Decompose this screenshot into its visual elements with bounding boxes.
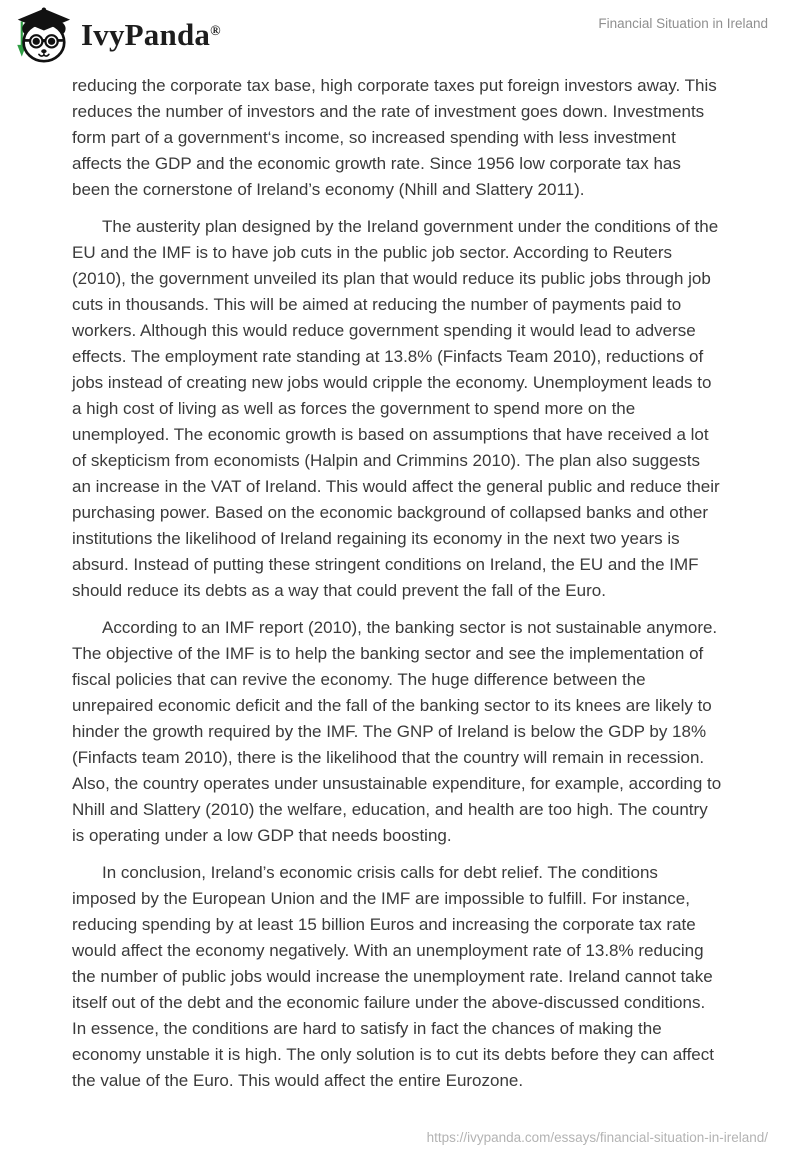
essay-body bbox=[0, 69, 722, 1094]
panda-graduation-cap-icon bbox=[14, 7, 72, 63]
source-url-link[interactable]: https://ivypanda.com/essays/financial-situation-in-ireland/ bbox=[426, 1130, 768, 1145]
document-title-header: Financial Situation in Ireland bbox=[598, 16, 768, 31]
registered-trademark-symbol: ® bbox=[210, 23, 221, 39]
paragraph: reducing the corporate tax base, high corporate taxes put foreign investors away. This reduces the number of investors and the rate of investment goes down. Investments form part of a government‘s income, so increased spending with less investment affects the GDP and the economic growth rate. Since 1956 low corporate tax has been the cornerstone of Ireland’s economy (Nhill and Slattery 2011). bbox=[72, 76, 717, 199]
paragraph: The austerity plan designed by the Ireland government under the conditions of the EU and the IMF is to have job cuts in the public job sector. According to Reuters (2010), the government unveiled its plan that would reduce its public jobs through job cuts in thousands. This will be aimed at reducing the number of payments paid to workers. Although this would reduce government spending it would lead to adverse effects. The employment rate standing at 13.8% (Finfacts Team 2010), reductions of jobs instead of creating new jobs would cripple the economy. Unemployment leads to a high cost of living as well as forces the government to spend more on the unemployed. The economic growth is based on assumptions that have received a lot of skepticism from economists (Halpin and Crimmins 2010). The plan also suggests an increase in the VAT of Ireland. This would affect the general public and reduce their purchasing power. Based on the economic background of collapsed banks and other institutions the likelihood of Ireland regaining its economy in the next two years is absurd. Instead of putting these stringent conditions on Ireland, the EU and the IMF should reduce its debts as a way that could prevent the fall of the Euro. bbox=[72, 217, 720, 600]
ivypanda-logo bbox=[14, 7, 221, 63]
brand-name bbox=[81, 7, 221, 63]
paragraph: In conclusion, Ireland’s economic crisis calls for debt relief. The conditions imposed by the European Union and the IMF are impossible to fulfill. For instance, reducing spending by at least 15 billion Euros and increasing the corporate tax rate would affect the economy negatively. With an unemployment rate of 13.8% reducing the number of public jobs would increase the unemployment rate. Ireland cannot take itself out of the debt and the economic failure under the above-discussed conditions. In essence, the conditions are hard to satisfy in fact the chances of making the economy unstable it is high. The only solution is to cut its debts before they can affect the value of the Euro. This would affect the entire Eurozone. bbox=[72, 863, 714, 1090]
page-header bbox=[0, 0, 800, 69]
brand-name-text: IvyPanda bbox=[81, 17, 211, 52]
paragraph: According to an IMF report (2010), the banking sector is not sustainable anymore. The objective of the IMF is to help the banking sector and see the implementation of fiscal policies that can revive the economy. The huge difference between the unrepaired economic deficit and the fall of the banking sector to its knees are likely to hinder the growth required by the IMF. The GNP of Ireland is below the GDP by 18% (Finfacts team 2010), there is the likelihood that the country will remain in recession. Also, the country operates under unsustainable expenditure, for example, according to Nhill and Slattery (2010) the welfare, education, and health are too high. The country is operating under a low GDP that needs boosting. bbox=[72, 618, 722, 845]
